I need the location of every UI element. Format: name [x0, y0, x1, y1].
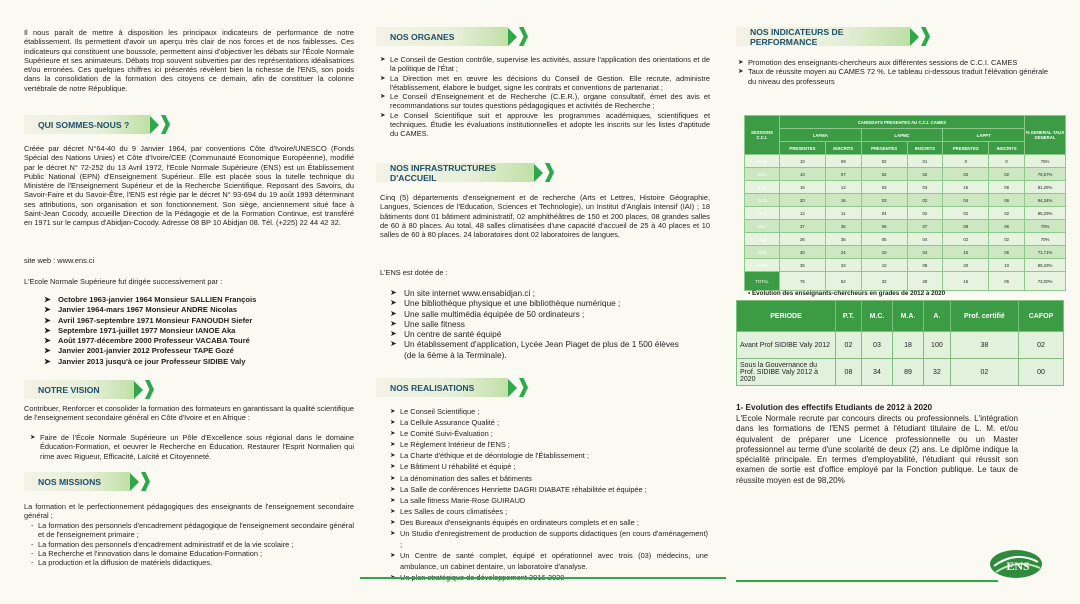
ens-logo-icon [988, 548, 1044, 580]
table-cell: 24 [825, 246, 861, 259]
table-cell: 75% [1025, 155, 1066, 168]
table-cell: 02 [943, 168, 989, 181]
dotee-text: L'ENS est dotée de : [380, 268, 448, 277]
table-cell: 38 [950, 332, 1018, 359]
directors-list [44, 295, 344, 367]
table-header: Prof. certifié [950, 301, 1018, 332]
table-header: CAFOP [1019, 301, 1064, 332]
evol-caption: ▪ Evolution des enseignants-chercheurs en grades de 2012 à 2020 [748, 290, 946, 297]
table-row [745, 155, 1066, 168]
chevron-icon [130, 473, 139, 491]
intro-text: Il nous paraît de mettre à disposition les principaux indicateurs de performance de notre établissement. Ils permettent d'avoir un aperçu très clair de nos forces et de nos faiblesses. Ces indicateurs qui constituent une boussole, permettent ainsi d'objectiver les débats sur l'École Normale Supérieure et ses animateurs. Débats trop souvent subverties par des représentations idéalisatrices et/ou erronées. Ces quelques chiffres ici présentés révèlent bien la richesse de l'ENS, son poids dans la consolidation de la formation des citoyens ce demain, afin de constituer la colonne vertébrale de notre République. [24, 28, 354, 93]
section-header-infrastructures [376, 163, 554, 182]
list-item: ➤ La salle fitness Marie-Rose GUIRAUD [390, 495, 708, 506]
table-row [745, 220, 1066, 233]
table-header: PRESENTES [943, 142, 989, 155]
table-cell: 02 [989, 168, 1025, 181]
dirigee-text: L'Ecole Normale Supérieure fut dirigée successivement par : [24, 277, 223, 286]
effectifs-text: L'Ecole Normale recrute par concours directs ou professionnels. L'intégration dans les formations de l'ENS permet à l'étudiant titulaire de L. M. et/ou équivalent de préparer une Licence professionnelle ou un Master professionnel au terme d'une scolarité de deux (2) ans. Le diplôme indique la spécialité principale. En termes d'employabilité, l'étudiant qui réussit son examen de sortie est d'office employé par la Fonction publique. Le taux de réussite moyen est de 98,20% [736, 414, 1018, 485]
table-cell: 03 [907, 181, 943, 194]
list-item: ➤ Le Bâtiment U réhabilité et équipé ; [390, 461, 708, 472]
list-item: - La production et la diffusion de matériels didactiques. [28, 558, 354, 567]
table-cell: 03 [861, 194, 907, 207]
table-cell: 11 [825, 207, 861, 220]
grades-table [736, 300, 1064, 386]
table-cell: 81,25% [1025, 181, 1066, 194]
list-item: ➤ Un établissement d'application, Lycée Jean Piaget de plus de 1 500 élèves (de la 6ème à la Terminale). [390, 339, 690, 360]
table-cell: 70% [1025, 233, 1066, 246]
list-item: ➤ Octobre 1963-janvier 1964 Monsieur SALLIEN François [44, 295, 344, 305]
list-item: ➤ Janvier 2001-janvier 2012 Professeur TAPE Gozé [44, 346, 344, 356]
infra-text: Cinq (5) départements d'enseignement et de recherche (Arts et Lettres, Histoire Géographie, Langues, Sciences de l'Education, Sciences et Technologie), un Institut d'Anglais Intensif (IAI) ; 18 bâtiments dont 01 bâtiment administratif, 02 amphithéâtres de 150 et 200 places, 08 grandes salles de 60 à 80 places. Au total, 48 salles climatisées d'une capacité d'accueil de 25 à 40 places et 10 salles de 60 à 80 places. 24 laboratoires dont 02 laboratoires de langues. [380, 193, 710, 240]
section-title: NOTRE VISION [24, 380, 134, 399]
list-item: ➤ Un site internet www.ensabidjan.ci ; [390, 288, 690, 298]
ens-logo [988, 548, 1044, 580]
table-row [745, 259, 1066, 272]
chevron-icon [145, 380, 154, 399]
list-item: ➤ La Direction met en œuvre les décisions du Conseil de Gestion. Elle recrute, administre l'établissement, élabore le budget, signe les contrats et conventions de partenariat ; [380, 74, 710, 93]
table-cell: 13 [825, 181, 861, 194]
evol-caption-text: Evolution des enseignants-chercheurs en grades de 2012 à 2020 [751, 290, 946, 297]
table-cell: 2014 [745, 181, 780, 194]
table-cell: 09 [825, 155, 861, 168]
table-cell: 02 [1019, 332, 1064, 359]
table-row [745, 168, 1066, 181]
table-cell: 16 [943, 181, 989, 194]
table-cell: 02 [861, 168, 907, 181]
table-cell: 16 [780, 181, 826, 194]
infra-list [390, 288, 690, 360]
table-cell: 09 [989, 181, 1025, 194]
list-item: ➤ Septembre 1971-juillet 1977 Monsieur IANOE Aka [44, 326, 344, 336]
list-item: ➤ Le Comité Suivi-Évaluation ; [390, 428, 708, 439]
table-row [745, 233, 1066, 246]
list-item: ➤ Les Salles de cours climatisées ; [390, 506, 708, 517]
list-item: ➤ Un centre de santé équipé [390, 329, 690, 339]
chevron-icon [910, 28, 919, 46]
table-cell: 10 [780, 155, 826, 168]
table-cell: 33 [825, 259, 861, 272]
table-cell: 01 [907, 155, 943, 168]
list-item: - La formation des personnels d'encadrement pédagogique de l'enseignement secondaire général et de l'enseignement primaire ; [28, 521, 354, 540]
table-cell: 2012 [745, 155, 780, 168]
table-cell: 02 [943, 233, 989, 246]
site-text: site web : www.ens.ci [24, 256, 95, 265]
table-cell: 20 [943, 259, 989, 272]
table-header: PRESENTES [780, 142, 826, 155]
list-item: ➤ Le Conseil Scientifique suit et approuve les programmes académiques, scientifiques et techniques. Étudie les évaluations institutionnelles et adopte les inscrits sur les listes d'aptitude du CAMES. [380, 111, 710, 139]
table-cell: 02 [861, 155, 907, 168]
table-header: SESSIONS C.C.I. [745, 116, 780, 155]
table-cell: 35 [780, 259, 826, 272]
table-cell: 52 [825, 272, 861, 291]
chevron-icon [519, 378, 528, 397]
section-header-organes [376, 27, 528, 46]
list-item: ➤ Une salle fitness [390, 319, 690, 329]
chevron-icon [545, 163, 554, 182]
list-item: ➤ Une salle multimédia équipée de 50 ordinateurs ; [390, 309, 690, 319]
table-cell: 10 [989, 259, 1025, 272]
table-header: M.C. [861, 301, 892, 332]
chevron-icon [508, 28, 517, 46]
table-header: % GENERAL TAUX GENERAL [1025, 116, 1066, 155]
column-3 [734, 0, 1064, 604]
list-item: ➤ La Cellule Assurance Qualité ; [390, 417, 708, 428]
table-row [745, 181, 1066, 194]
table-cell: 16 [825, 194, 861, 207]
table-row [745, 194, 1066, 207]
table-cell: 75 [780, 272, 826, 291]
table-cell: 37 [780, 220, 826, 233]
organes-list [380, 55, 710, 139]
table-cell: 18 [892, 332, 923, 359]
table-cell: 07 [907, 220, 943, 233]
table-cell: 12 [780, 207, 826, 220]
list-item: ➤ Promotion des enseignants-chercheurs aux différentes sessions de C.C.I. CAMES [738, 58, 1048, 67]
table-cell: 04 [943, 194, 989, 207]
effectifs-title: 1- Evolution des effectifs Etudiants de 2012 à 2020 [736, 403, 933, 412]
table-header: PERIODE [737, 301, 836, 332]
chevron-icon [519, 27, 528, 46]
section-title: NOS REALISATIONS [376, 378, 508, 397]
missions-intro: La formation et le perfectionnement pédagogiques des enseignants de l'enseignement secondaire général ; [24, 502, 354, 521]
section-title: NOS MISSIONS [24, 472, 130, 491]
column-1 [24, 0, 354, 604]
list-item: ➤ Un Centre de santé complet, équipé et opérationnel avec trois (03) médecins, une ambulance, un cabinet dentaire, un laboratoire d'analyse. [390, 550, 708, 572]
cames-table [744, 115, 1066, 291]
table-cell: 04 [907, 233, 943, 246]
table-cell: 02 [989, 207, 1025, 220]
list-item: ➤ Des Bureaux d'enseignants équipés en ordinateurs complets et en salle ; [390, 517, 708, 528]
section-header-vision [24, 380, 154, 399]
table-cell: 03 [861, 332, 892, 359]
table-header: INSCRITS [825, 142, 861, 155]
table-cell: 72,00% [1025, 272, 1066, 291]
table-header: P.T. [836, 301, 862, 332]
list-item: ➤ La Charte d'éthique et de déontologie de l'Établissement ; [390, 450, 708, 461]
list-item: ➤ Janvier 1964-mars 1967 Monsieur ANDRE Nicolas [44, 305, 344, 315]
table-cell: 0 [943, 155, 989, 168]
table-cell: Sous la Gouvernance du Prof. SIDIBE Valy 2012 à 2020 [737, 359, 836, 386]
list-item: ➤ Le Conseil d'Enseignement et de Recherche (C.E.R.), organe consultatif, émet des avis et recommandations sur toutes questions pédagogiques et activités de Recherche ; [380, 92, 710, 111]
table-cell: 00 [1019, 359, 1064, 386]
table-header: INSCRITS [989, 142, 1025, 155]
table-cell: 85,33% [1025, 259, 1066, 272]
table-row [745, 246, 1066, 259]
table-cell: 06 [989, 220, 1025, 233]
table-cell: 02 [907, 168, 943, 181]
list-item: ➤ Janvier 2013 jusqu'à ce jour Professeur SIDIBE Valy [44, 357, 344, 367]
section-header-missions [24, 472, 150, 491]
cames-table-body [745, 155, 1066, 291]
list-item: ➤ Avril 1967-septembre 1971 Monsieur FANOUDH Siefer [44, 316, 344, 326]
table-row-total [745, 272, 1066, 291]
section-header-indicateurs [736, 27, 930, 46]
section-header-qui-sommes-nous [24, 115, 170, 134]
vision-list [30, 433, 354, 461]
table-row [737, 359, 1064, 386]
table-cell: 04 [907, 246, 943, 259]
table-cell: 02 [950, 359, 1018, 386]
table-cell: 30 [780, 246, 826, 259]
list-item: - La formation des personnels d'encadrement administratif et de la vie scolaire ; [28, 540, 354, 549]
table-cell: 10 [861, 259, 907, 272]
table-header: INSCRITS [907, 142, 943, 155]
table-cell: 02 [836, 332, 862, 359]
section-title: NOS ORGANES [376, 27, 508, 46]
table-cell: 10 [861, 246, 907, 259]
table-cell: 2020 [745, 259, 780, 272]
table-cell: 04 [861, 207, 907, 220]
divider [736, 580, 998, 582]
table-cell: TOTAL [745, 272, 780, 291]
list-item: ➤ La dénomination des salles et bâtiments [390, 473, 708, 484]
list-item: ➤ Un Studio d'enregistrement de production de supports didactiques (en cours d'aménagement) ; [390, 528, 708, 550]
table-row [745, 207, 1066, 220]
table-cell: 34 [861, 359, 892, 386]
chevron-icon [141, 472, 150, 491]
table-cell: 35 [825, 220, 861, 233]
table-cell: 03 [861, 181, 907, 194]
table-cell: 08 [907, 259, 943, 272]
chevron-icon [134, 381, 143, 399]
list-item: ➤ Le Conseil Scientifique ; [390, 406, 708, 417]
table-cell: 07 [825, 168, 861, 181]
table-cell: 85,29% [1025, 207, 1066, 220]
table-cell: 20 [780, 194, 826, 207]
list-item: ➤ Taux de réussite moyen au CAMES 72 %. Le tableau ci-dessous traduit l'élévation générale du niveau des professeurs [738, 67, 1048, 86]
list-item: ➤ Le Conseil de Gestion contrôle, supervise les activités, assure l'application des orientations et de la politique de l'État ; [380, 55, 710, 74]
vision-text: Contribuer, Renforcer et consolider la formation des formateurs en garantissant la qualité scientifique de l'enseignement secondaire général en Côte d'Ivoire et en Afrique : [24, 404, 354, 423]
table-cell: 32 [861, 272, 907, 291]
table-header: M.A. [892, 301, 923, 332]
table-header: LAFMA [780, 129, 862, 142]
table-cell: Avant Prof SIDIBE Valy 2012 [737, 332, 836, 359]
table-cell: 89 [892, 359, 923, 386]
table-cell: 94,34% [1025, 194, 1066, 207]
table-cell: 32 [924, 359, 951, 386]
chevron-icon [150, 116, 159, 134]
section-title: QUI SOMMES-NOUS ? [24, 115, 150, 134]
list-item: ➤ Le Règlement Intérieur de l'ENS ; [390, 439, 708, 450]
section-title: NOS INFRASTRUCTURES D'ACCUEIL [376, 163, 534, 182]
chevron-icon [921, 27, 930, 46]
table-header: LAPMC [861, 129, 943, 142]
table-cell: 0 [989, 155, 1025, 168]
table-cell: 2017 [745, 220, 780, 233]
section-header-realisations [376, 378, 528, 397]
chevron-icon [508, 379, 517, 397]
table-cell: 02 [989, 233, 1025, 246]
ens-logo-text: ENS [1006, 559, 1030, 573]
table-cell: 06 [989, 194, 1025, 207]
table-cell: 08 [836, 359, 862, 386]
divider [360, 577, 726, 579]
table-cell: 2016 [745, 207, 780, 220]
table-cell: 06 [989, 246, 1025, 259]
table-cell: 2018 [745, 233, 780, 246]
chevron-icon [534, 164, 543, 182]
table-header: A. [924, 301, 951, 332]
table-cell: 2015 [745, 194, 780, 207]
table-cell: 2013 [745, 168, 780, 181]
column-2 [372, 0, 712, 604]
table-header: CANDIDATS PRESENTES AU C.C.I. CAMES [780, 116, 1025, 129]
table-cell: 28 [907, 272, 943, 291]
list-item: ➤ Faire de l'École Normale Supérieure un Pôle d'Excellence sous régional dans le domaine Éducation-Formation, et oeuvrer le Recherche en Éducation. Restaurer l'Esprit Normalien qui rime avec Rigueur, Efficacité, Laïcité et Citoyenneté. [30, 433, 354, 461]
list-item: ➤ Août 1977-décembre 2000 Professeur VACABA Touré [44, 336, 344, 346]
table-cell: 16 [943, 272, 989, 291]
indicateurs-list [738, 58, 1048, 86]
missions-list [28, 521, 354, 567]
table-cell: 70% [1025, 220, 1066, 233]
table-cell: 71,71% [1025, 246, 1066, 259]
table-cell: 10 [943, 246, 989, 259]
table-cell: 2019 [745, 246, 780, 259]
list-item: ➤ La Salle de conférences Henriette DAGRI DIABATE réhabilitée et équipée ; [390, 484, 708, 495]
list-item: - La Recherche et l'innovation dans le domaine Education-Formation ; [28, 549, 354, 558]
table-cell: 02 [907, 194, 943, 207]
table-cell: 100 [924, 332, 951, 359]
table-header: LAPPT [943, 129, 1025, 142]
list-item: ➤ Une bibliothèque physique et une bibliothèque numérique ; [390, 298, 690, 308]
table-header: PRESENTES [861, 142, 907, 155]
table-cell: 10 [780, 168, 826, 181]
table-row [737, 332, 1064, 359]
table-cell: 06 [989, 272, 1025, 291]
table-cell: 35 [825, 233, 861, 246]
table-cell: 06 [861, 220, 907, 233]
table-cell: 02 [907, 207, 943, 220]
section-title: NOS INDICATEURS DE PERFORMANCE [736, 27, 910, 46]
table-cell: 36 [780, 233, 826, 246]
qui-text: Créée par décret N°64-40 du 9 Janvier 1964, par conventions Côte d'Ivoire/UNESCO (Fonds Spécial des Nations Unies) et Côte d'Ivoire/CEE (Communauté Economique Européenne), modifié par le décret N° 72-252 du 13 Avril 1972, l'Ecole Normale Supérieure (ENS) est un Établissement Public National (EPN) d'Enseignement Supérieur. Elle est placée sous la tutelle technique du Ministère de l'Enseignement Supérieur et de la Recherche Scientifique. Reposant des Savoirs, du Savoir-Faire et du Savoir-Être, l'ENS est régie par le décret N° 93-694 du 19 août 1993 déterminant ses attributions, son organisation et son fonctionnement. Son siège, anciennement situé face à Saint-Jean Cocody, accueille Direction de la Pédagogie et de la Formation Continue, est transféré en 1971 sur le campus d'Abidjan-Cocody. Adresse 08 BP 10 Abidjan 08. Tél. (+225) 22 44 42 32. [24, 144, 354, 228]
table-cell: 08 [943, 220, 989, 233]
table-cell: 02 [943, 207, 989, 220]
table-cell: 76,57% [1025, 168, 1066, 181]
table-cell: 05 [861, 233, 907, 246]
realisations-list [390, 406, 708, 584]
chevron-icon [161, 115, 170, 134]
